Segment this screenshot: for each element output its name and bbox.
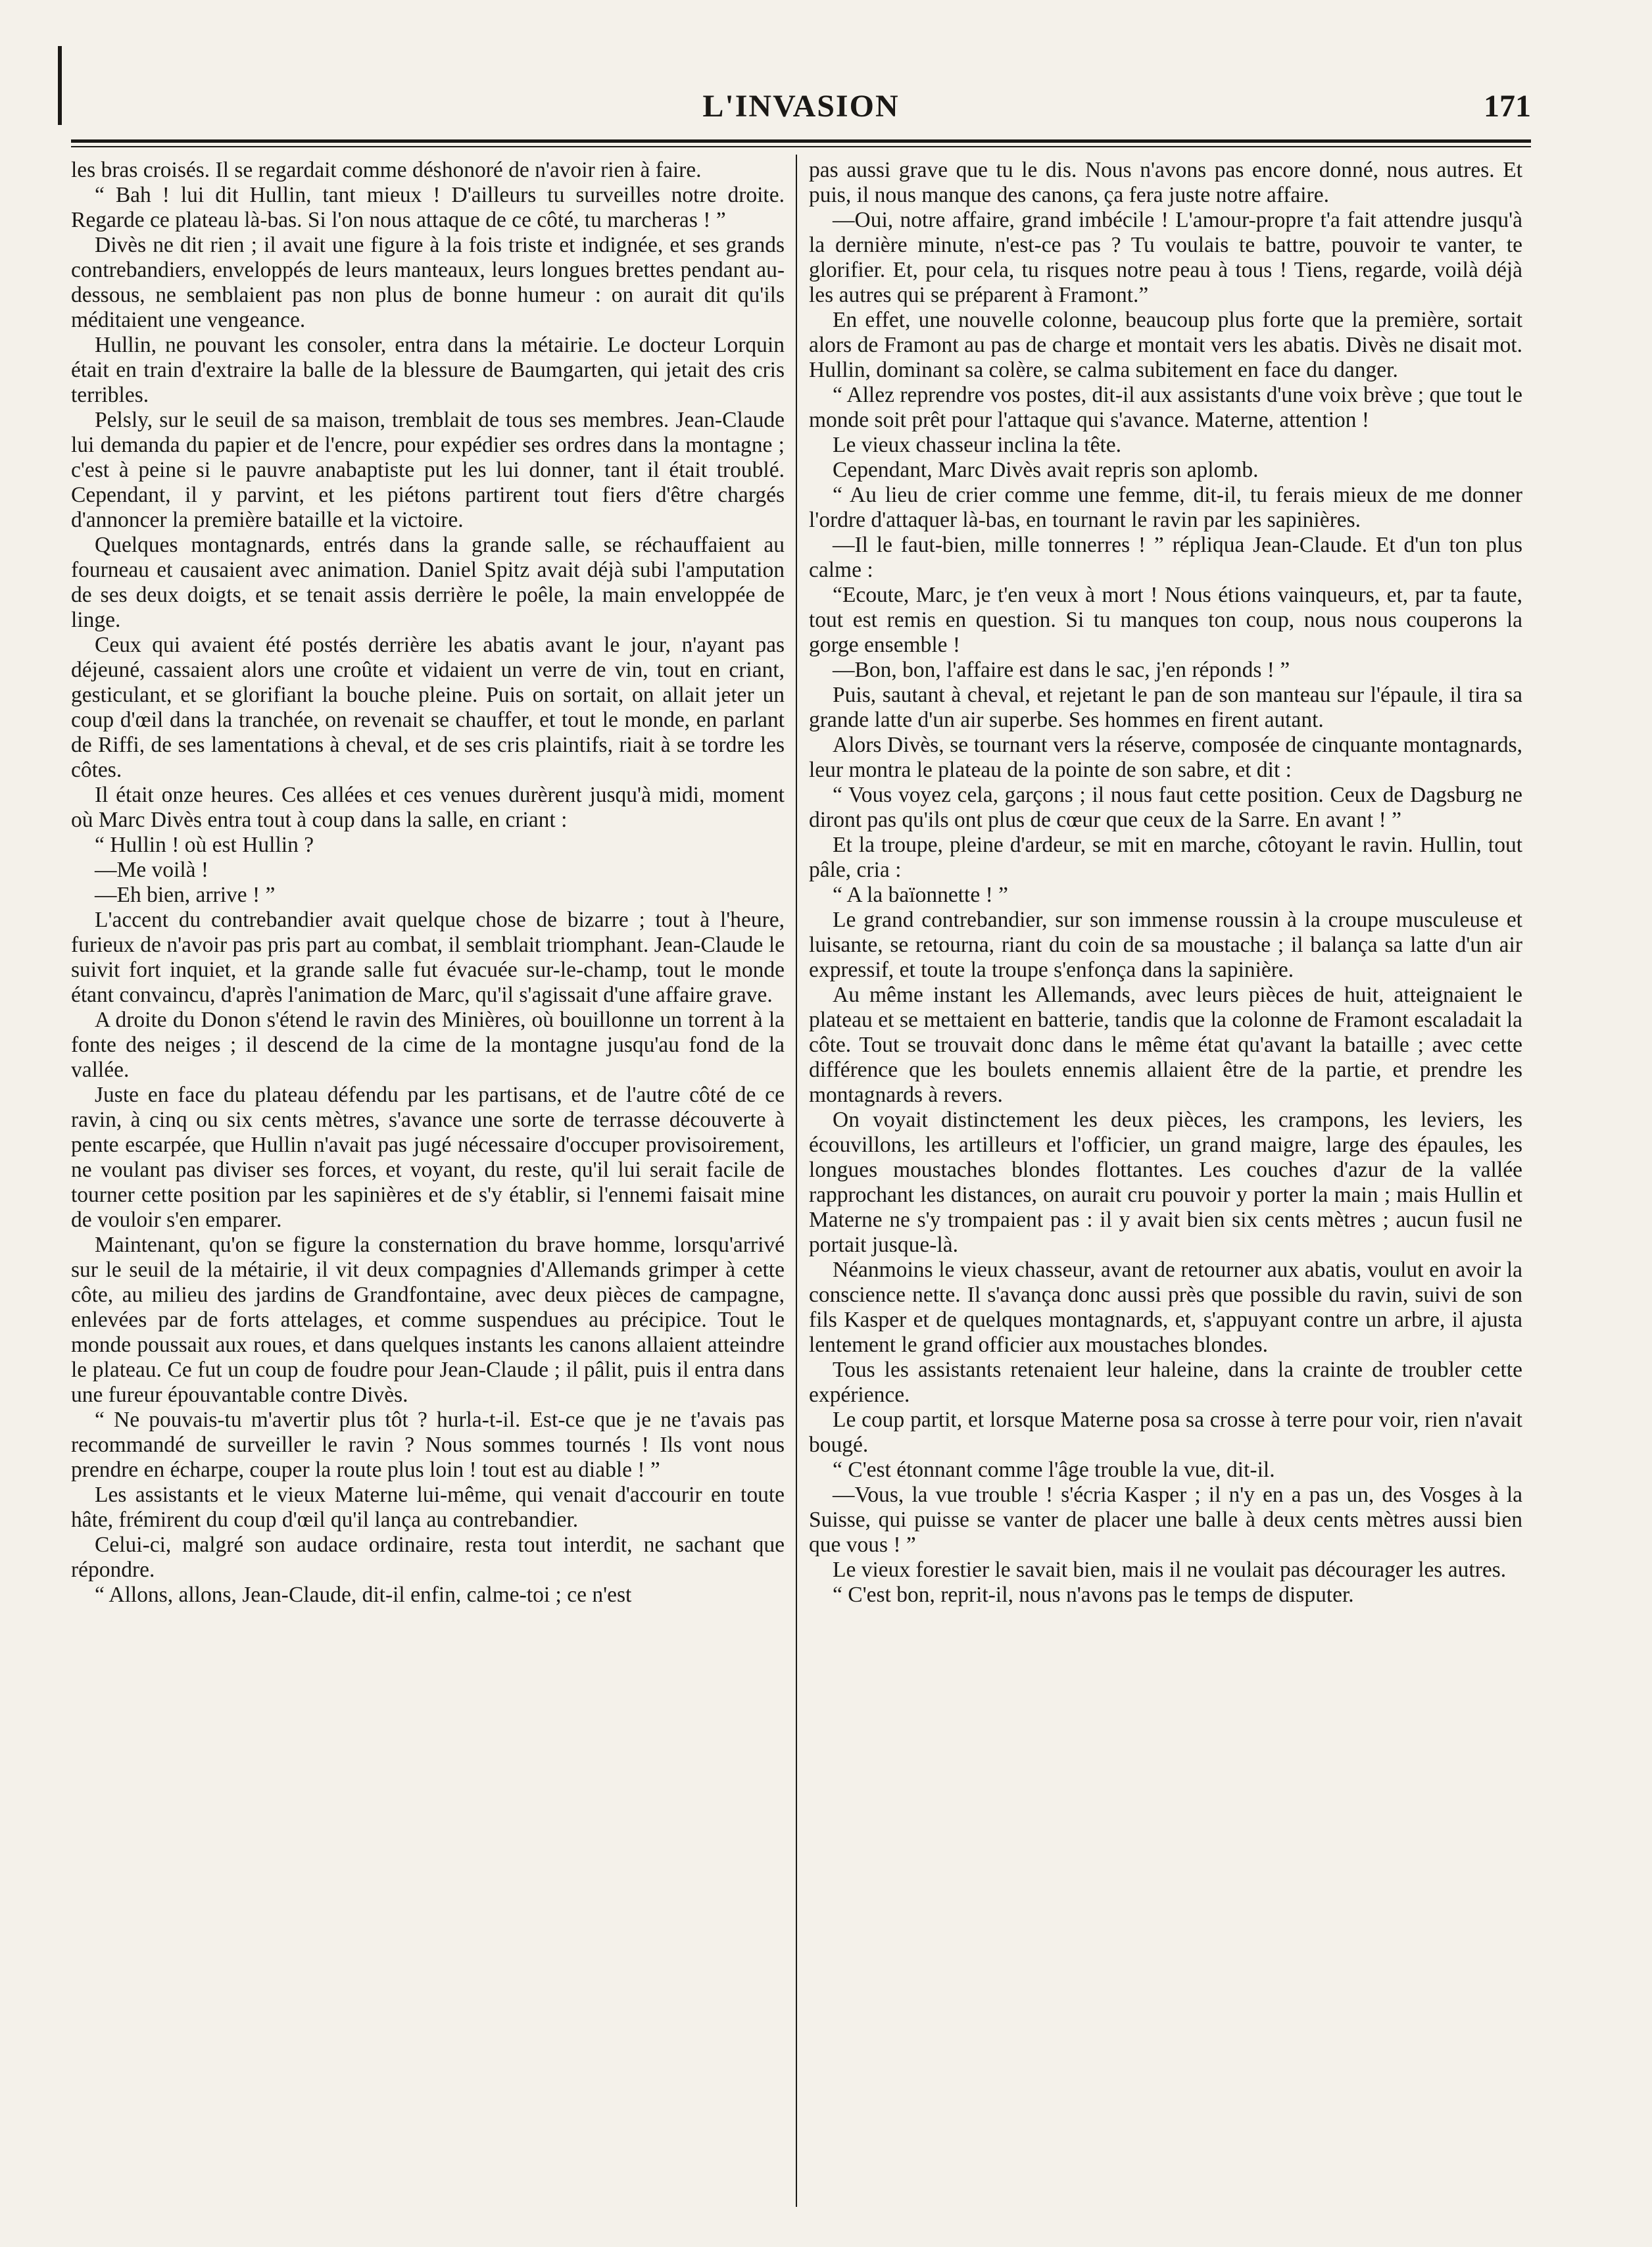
paragraph: “ Hullin ! où est Hullin ? — [95, 833, 314, 857]
paragraph: “ Allez reprendre vos postes, dit-il aux assistants d'une voix brève ; que tout le monde soit prêt pour l'attaque qui s'avance. Materne, attention ! — [809, 383, 1522, 432]
paragraph: les bras croisés. Il se regardait comme déshonoré de n'avoir rien à faire. — [71, 158, 702, 182]
paragraph: Juste en face du plateau défendu par les partisans, et de l'autre côté de ce ravin, à cinq ou six cents mètres, s'avance une sorte de terrasse découverte à pente escarpée, que Hullin n'avait pas jugé nécessaire d'occuper provisoirement, ne voulant pas diviser ses forces, et voyant, du reste, qu'il lui serait facile de tourner cette position par les sapinières et de s'y établir, si l'ennemi faisait mine de vouloir s'en emparer. — [71, 1083, 785, 1232]
paragraph: —Bon, bon, l'affaire est dans le sac, j'en réponds ! ” — [833, 658, 1290, 682]
paragraph: “ Vous voyez cela, garçons ; il nous faut cette position. Ceux de Dagsburg ne diront pas qu'ils ont plus de cœur que ceux de la Sarre. En avant ! ” — [809, 783, 1522, 832]
paragraph: Cependant, Marc Divès avait repris son aplomb. — [833, 458, 1259, 482]
column-rule — [796, 155, 797, 2207]
paragraph: Divès ne dit rien ; il avait une figure à la fois triste et indignée, et ses grands contrebandiers, enveloppés de leurs manteaux, leurs longues brettes pendant au-dessous, ne semblaient pas non plus de bonne humeur : on aurait dit qu'ils méditaient une vengeance. — [71, 233, 785, 332]
paragraph: On voyait distinctement les deux pièces, les crampons, les leviers, les écouvillons, les artilleurs et l'officier, un grand maigre, large des épaules, les longues moustaches blondes flottantes. Les couches d'azur de la vallée rapprochant les distances, on aurait cru pouvoir y porter la main ; mais Hullin et Materne ne s'y trompaient pas : il y avait bien six cents mètres ; aucun fusil ne portait jusque-là. — [809, 1108, 1522, 1257]
paragraph: Alors Divès, se tournant vers la réserve, composée de cinquante montagnards, leur montra le plateau de la pointe de son sabre, et dit : — [809, 733, 1522, 782]
paragraph: Le grand contrebandier, sur son immense roussin à la croupe musculeuse et luisante, se retourna, riant du coin de sa moustache ; il balança sa latte d'un air expressif, et toute la troupe s'enfonça dans la sapinière. — [809, 908, 1522, 982]
paragraph: “ A la baïonnette ! ” — [833, 883, 1008, 907]
paragraph: “ Ne pouvais-tu m'avertir plus tôt ? hurla-t-il. Est-ce que je ne t'avais pas recommandé de surveiller le ravin ? Nous sommes tournés ! Ils vont nous prendre en écharpe, couper la route plus loin ! tout est au diable ! ” — [71, 1408, 785, 1482]
paragraph: “ Bah ! lui dit Hullin, tant mieux ! D'ailleurs tu surveilles notre droite. Regarde ce plateau là-bas. Si l'on nous attaque de ce côté, tu marcheras ! ” — [71, 183, 785, 232]
header-rule-thin — [71, 146, 1531, 147]
paragraph: Tous les assistants retenaient leur haleine, dans la crainte de troubler cette expérience. — [809, 1358, 1522, 1407]
paragraph: Ceux qui avaient été postés derrière les abatis avant le jour, n'ayant pas déjeuné, cassaient alors une croûte et vidaient un verre de vin, tout en criant, gesticulant, et se glorifiant la bouche pleine. Puis on sortait, on allait jeter un coup d'œil dans la tranchée, on revenait se chauffer, et tout le monde, en parlant de Riffi, de ses lamentations à cheval, et de ses cris plaintifs, riait à se tordre les côtes. — [71, 633, 785, 782]
binding-mark — [58, 46, 62, 125]
right-column — [809, 158, 1522, 2197]
paragraph: —Vous, la vue trouble ! s'écria Kasper ; il n'y en a pas un, des Vosges à la Suisse, qui puisse se vanter de placer une balle à deux cents mètres aussi bien que vous ! ” — [809, 1483, 1522, 1557]
paragraph: En effet, une nouvelle colonne, beaucoup plus forte que la première, sortait alors de Framont au pas de charge et montait vers les abatis. Divès ne disait mot. Hullin, dominant sa colère, se calma subitement en face du danger. — [809, 308, 1522, 382]
paragraph: “ Au lieu de crier comme une femme, dit-il, tu ferais mieux de me donner l'ordre d'attaquer là-bas, en tournant le ravin par les sapinières. — [809, 483, 1522, 532]
paragraph: A droite du Donon s'étend le ravin des Minières, où bouillonne un torrent à la fonte des neiges ; il descend de la cime de la montagne jusqu'au fond de la vallée. — [71, 1008, 785, 1082]
paragraph: Le coup partit, et lorsque Materne posa sa crosse à terre pour voir, rien n'avait bougé. — [809, 1408, 1522, 1457]
paragraph: Au même instant les Allemands, avec leurs pièces de huit, atteignaient le plateau et se mettaient en batterie, tandis que la colonne de Framont escaladait la côte. Tout se trouvait donc dans le même état qu'avant la bataille ; avec cette différence que les boulets ennemis allaient être de la partie, et prendre les montagnards à revers. — [809, 983, 1522, 1107]
paragraph: —Oui, notre affaire, grand imbécile ! L'amour-propre t'a fait attendre jusqu'à la dernière minute, n'est-ce pas ? Tu voulais te battre, pouvoir te vanter, te glorifier. Et, pour cela, tu risques notre peau à tous ! Tiens, regarde, voilà déjà les autres qui se préparent à Framont.” — [809, 208, 1522, 307]
paragraph: Il était onze heures. Ces allées et ces venues durèrent jusqu'à midi, moment où Marc Divès entra tout à coup dans la salle, en criant : — [71, 783, 785, 832]
header-rule — [71, 139, 1531, 143]
paragraph: Et la troupe, pleine d'ardeur, se mit en marche, côtoyant le ravin. Hullin, tout pâle, cria : — [809, 833, 1522, 882]
paragraph: “ Allons, allons, Jean-Claude, dit-il enfin, calme-toi ; ce n'est — [95, 1583, 632, 1607]
paragraph: —Eh bien, arrive ! ” — [95, 883, 276, 907]
paragraph: Les assistants et le vieux Materne lui-même, qui venait d'accourir en toute hâte, frémirent du coup d'œil qu'il lança au contrebandier. — [71, 1483, 785, 1532]
paragraph: —Il le faut-bien, mille tonnerres ! ” répliqua Jean-Claude. Et d'un ton plus calme : — [809, 533, 1522, 582]
left-column — [71, 158, 785, 2197]
paragraph: Hullin, ne pouvant les consoler, entra dans la métairie. Le docteur Lorquin était en train d'extraire la balle de la blessure de Baumgarten, qui jetait des cris terribles. — [71, 333, 785, 407]
paragraph: “ C'est étonnant comme l'âge trouble la vue, dit-il. — [833, 1458, 1275, 1482]
paragraph: Maintenant, qu'on se figure la consternation du brave homme, lorsqu'arrivé sur le seuil de la métairie, il vit deux compagnies d'Allemands grimper à cette côte, au milieu des jardins de Grandfontaine, avec deux pièces de campagne, enlevées par de forts attelages, et comme suspendues au précipice. Tout le monde poussait aux roues, et dans quelques instants les canons allaient atteindre le plateau. Ce fut un coup de foudre pour Jean-Claude ; il pâlit, puis il entra dans une fureur épouvantable contre Divès. — [71, 1233, 785, 1407]
paragraph: “ C'est bon, reprit-il, nous n'avons pas le temps de disputer. — [833, 1583, 1354, 1607]
paragraph: “Ecoute, Marc, je t'en veux à mort ! Nous étions vainqueurs, et, par ta faute, tout est remis en question. Si tu manques ton coup, nous nous couperons la gorge ensemble ! — [809, 583, 1522, 657]
paragraph: Quelques montagnards, entrés dans la grande salle, se réchauffaient au fourneau et causaient avec animation. Daniel Spitz avait déjà subi l'amputation de ses deux doigts, et se tenait assis derrière le poêle, la main enveloppée de linge. — [71, 533, 785, 632]
paragraph: Pelsly, sur le seuil de sa maison, tremblait de tous ses membres. Jean-Claude lui demanda du papier et de l'encre, pour expédier ses ordres dans la montagne ; c'est à peine si le pauvre anabaptiste put les lui donner, tant il était troublé. Cependant, il y parvint, et les piétons partirent tout fiers d'être chargés d'annoncer la première bataille et la victoire. — [71, 408, 785, 532]
paragraph: Néanmoins le vieux chasseur, avant de retourner aux abatis, voulut en avoir la conscience nette. Il s'avança donc aussi près que possible du ravin, suivi de son fils Kasper et de quelques montagnards, et, s'appuyant contre un arbre, il ajusta lentement le grand officier aux moustaches blondes. — [809, 1258, 1522, 1357]
running-title: L'INVASION — [702, 89, 900, 124]
paragraph: —Me voilà ! — [95, 858, 209, 882]
paragraph: pas aussi grave que tu le dis. Nous n'avons pas encore donné, nous autres. Et puis, il nous manque des canons, ça fera juste notre affaire. — [809, 158, 1522, 207]
paragraph: Celui-ci, malgré son audace ordinaire, resta tout interdit, ne sachant que répondre. — [71, 1533, 785, 1582]
paragraph: Puis, sautant à cheval, et rejetant le pan de son manteau sur l'épaule, il tira sa grande latte d'un air superbe. Ses hommes en firent autant. — [809, 683, 1522, 732]
paragraph: Le vieux forestier le savait bien, mais il ne voulait pas décourager les autres. — [833, 1558, 1507, 1582]
page-header — [71, 86, 1531, 138]
paragraph: L'accent du contrebandier avait quelque chose de bizarre ; tout à l'heure, furieux de n'avoir pas pris part au combat, il semblait triomphant. Jean-Claude le suivit fort inquiet, et la grande salle fut évacuée sur-le-champ, tout le monde étant convaincu, d'après l'animation de Marc, qu'il s'agissait d'une affaire grave. — [71, 908, 785, 1007]
page-number: 171 — [1484, 89, 1531, 124]
paragraph: Le vieux chasseur inclina la tête. — [833, 433, 1122, 457]
